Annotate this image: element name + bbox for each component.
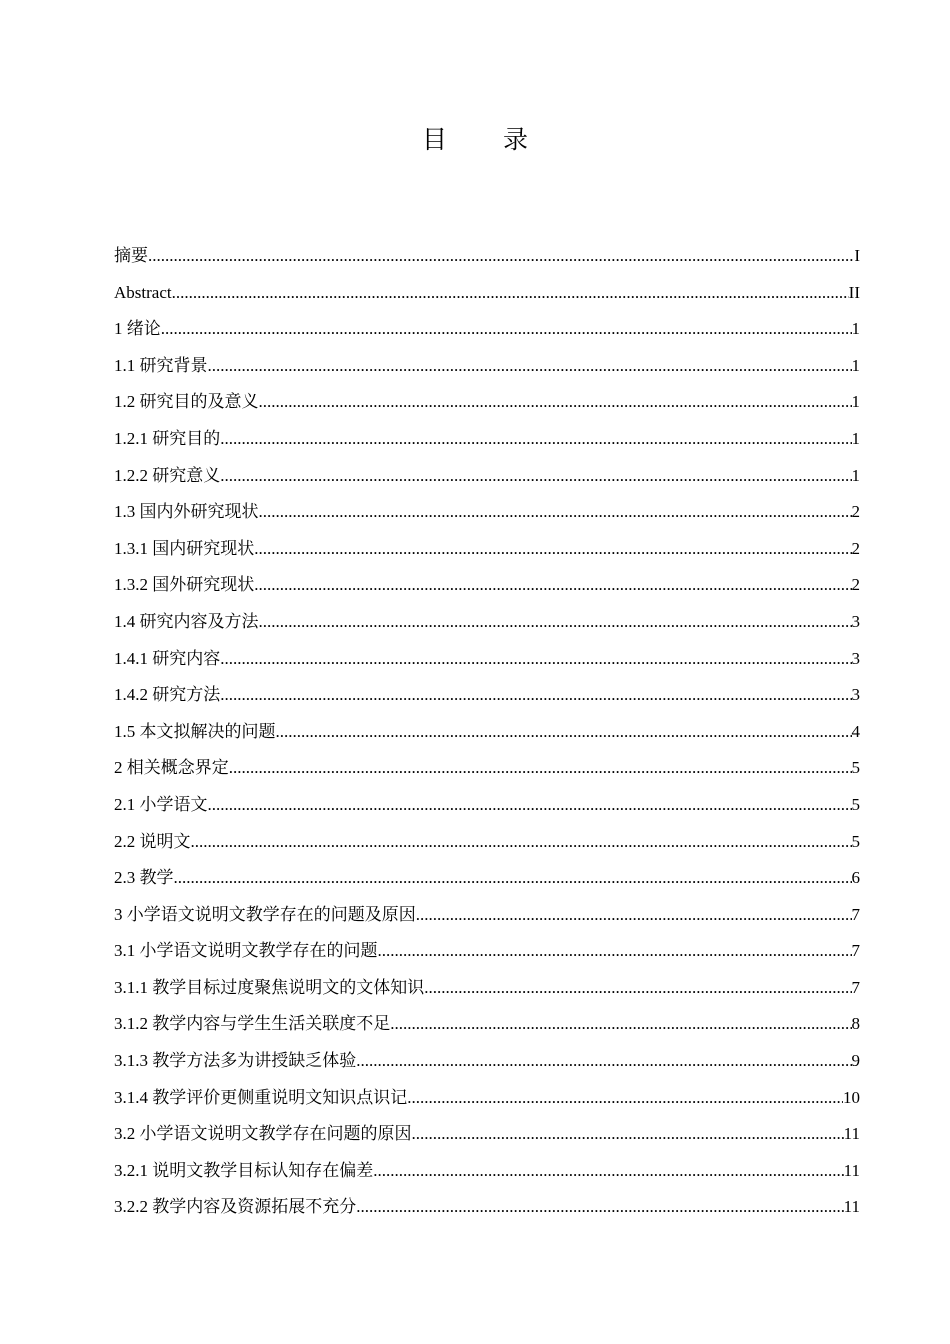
toc-entry-page: 5 — [851, 794, 860, 814]
toc-entry[interactable] — [114, 531, 860, 568]
toc-dot-leader — [412, 1116, 844, 1153]
toc-entry[interactable] — [114, 750, 860, 787]
toc-entry-text: 3.2 小学语文说明文教学存在问题的原因 — [114, 1124, 412, 1144]
toc-entry[interactable] — [114, 238, 860, 275]
toc-entry-page: 7 — [851, 977, 860, 997]
toc-entry-page: 11 — [843, 1197, 860, 1217]
toc-entry-text: 1.5 本文拟解决的问题 — [114, 721, 276, 741]
toc-dot-leader — [407, 1080, 843, 1117]
toc-entry[interactable] — [114, 1006, 860, 1043]
toc-dot-leader — [356, 1189, 843, 1226]
toc-entry-text: 2.2 说明文 — [114, 831, 191, 851]
toc-entry[interactable] — [114, 604, 860, 641]
toc-entry-text: 1.1 研究背景 — [114, 355, 208, 375]
toc-entry-text: 3.1.3 教学方法多为讲授缺乏体验 — [114, 1051, 357, 1071]
toc-entry[interactable] — [114, 421, 860, 458]
toc-entry[interactable] — [114, 275, 860, 312]
toc-entry[interactable] — [114, 897, 860, 934]
toc-entry-text: 1.2 研究目的及意义 — [114, 392, 259, 412]
toc-entry-text: 1.3.2 国外研究现状 — [114, 575, 255, 595]
toc-dot-leader — [161, 311, 852, 348]
toc-entry-text: 1.3 国内外研究现状 — [114, 502, 259, 522]
toc-entry-page: 3 — [851, 611, 860, 631]
toc-entry-text: 3 小学语文说明文教学存在的问题及原因 — [114, 904, 416, 924]
toc-entry-text: 3.2.2 教学内容及资源拓展不充分 — [114, 1197, 357, 1217]
toc-list — [114, 238, 860, 1226]
toc-entry-page: 1 — [851, 319, 860, 339]
toc-entry-page: 11 — [843, 1124, 860, 1144]
toc-entry-text: 3.1 小学语文说明文教学存在的问题 — [114, 941, 378, 961]
toc-entry-page: 3 — [851, 685, 860, 705]
toc-entry-page: 5 — [851, 831, 860, 851]
toc-entry-page: 7 — [851, 904, 860, 924]
toc-entry-page: 2 — [851, 538, 860, 558]
toc-entry-page: 6 — [851, 868, 860, 888]
toc-dot-leader — [208, 348, 852, 385]
toc-entry[interactable] — [114, 384, 860, 421]
toc-entry[interactable] — [114, 494, 860, 531]
toc-entry[interactable] — [114, 1116, 860, 1153]
toc-entry-page: 1 — [851, 465, 860, 485]
toc-dot-leader — [229, 750, 852, 787]
toc-entry-page: 9 — [851, 1051, 860, 1071]
toc-entry[interactable] — [114, 311, 860, 348]
toc-entry-text: 1.4 研究内容及方法 — [114, 611, 259, 631]
toc-entry-page: 3 — [851, 648, 860, 668]
toc-dot-leader — [174, 860, 852, 897]
toc-entry-page: 2 — [851, 575, 860, 595]
toc-entry[interactable] — [114, 970, 860, 1007]
toc-entry-text: 1.4.2 研究方法 — [114, 685, 221, 705]
toc-entry[interactable] — [114, 933, 860, 970]
toc-entry[interactable] — [114, 1080, 860, 1117]
toc-dot-leader — [191, 824, 852, 861]
toc-entry-text: 摘要 — [114, 246, 148, 265]
toc-entry-text: 3.2.1 说明文教学目标认知存在偏差 — [114, 1160, 374, 1180]
toc-entry[interactable] — [114, 567, 860, 604]
toc-entry[interactable] — [114, 1043, 860, 1080]
toc-entry-text: 1.2.1 研究目的 — [114, 428, 221, 448]
toc-dot-leader — [254, 531, 851, 568]
toc-entry-page: 11 — [843, 1160, 860, 1180]
toc-dot-leader — [220, 421, 851, 458]
toc-dot-leader — [356, 1043, 851, 1080]
toc-entry-text: 2.1 小学语文 — [114, 794, 208, 814]
toc-entry[interactable] — [114, 458, 860, 495]
toc-dot-leader — [172, 275, 849, 312]
toc-entry-page: 7 — [851, 941, 860, 961]
toc-dot-leader — [373, 1153, 843, 1190]
toc-entry-text: 1.3.1 国内研究现状 — [114, 538, 255, 558]
toc-entry[interactable] — [114, 641, 860, 678]
toc-entry-page: 1 — [851, 355, 860, 375]
toc-dot-leader — [378, 933, 852, 970]
toc-entry-page: 2 — [851, 502, 860, 522]
toc-entry-page: 1 — [851, 428, 860, 448]
toc-dot-leader — [220, 641, 851, 678]
toc-entry-text: 1.4.1 研究内容 — [114, 648, 221, 668]
toc-entry[interactable] — [114, 860, 860, 897]
toc-entry-page: 8 — [851, 1014, 860, 1034]
toc-entry-page: 5 — [851, 758, 860, 778]
toc-entry-text: 3.1.1 教学目标过度聚焦说明文的文体知识 — [114, 977, 425, 997]
toc-dot-leader — [148, 238, 854, 275]
toc-entry-page: 10 — [843, 1087, 860, 1107]
toc-dot-leader — [220, 677, 851, 714]
toc-entry-text: 1.2.2 研究意义 — [114, 465, 221, 485]
toc-entry[interactable] — [114, 348, 860, 385]
toc-entry-text: 3.1.4 教学评价更侧重说明文知识点识记 — [114, 1087, 408, 1107]
toc-dot-leader — [259, 494, 852, 531]
toc-dot-leader — [220, 458, 851, 495]
toc-entry-text: 3.1.2 教学内容与学生生活关联度不足 — [114, 1014, 391, 1034]
toc-dot-leader — [254, 567, 851, 604]
toc-entry-text: 1 绪论 — [114, 319, 161, 339]
toc-entry[interactable] — [114, 1189, 860, 1226]
toc-entry-page: 1 — [851, 392, 860, 412]
toc-entry-page: 4 — [851, 721, 860, 741]
toc-dot-leader — [208, 787, 852, 824]
toc-entry-page: I — [854, 246, 860, 265]
toc-entry[interactable] — [114, 787, 860, 824]
toc-entry-page: II — [848, 282, 860, 302]
toc-dot-leader — [416, 897, 852, 934]
toc-entry[interactable] — [114, 1153, 860, 1190]
toc-entry[interactable] — [114, 714, 860, 751]
toc-dot-leader — [424, 970, 851, 1007]
toc-dot-leader — [259, 604, 852, 641]
toc-entry-text: 2 相关概念界定 — [114, 758, 229, 778]
toc-entry-text: 2.3 教学 — [114, 868, 174, 888]
toc-entry[interactable] — [114, 677, 860, 714]
toc-dot-leader — [259, 384, 852, 421]
toc-dot-leader — [390, 1006, 851, 1043]
toc-dot-leader — [276, 714, 852, 751]
toc-entry[interactable] — [114, 824, 860, 861]
toc-title: 目 录 — [422, 125, 552, 154]
toc-entry-text: Abstract — [114, 282, 172, 302]
